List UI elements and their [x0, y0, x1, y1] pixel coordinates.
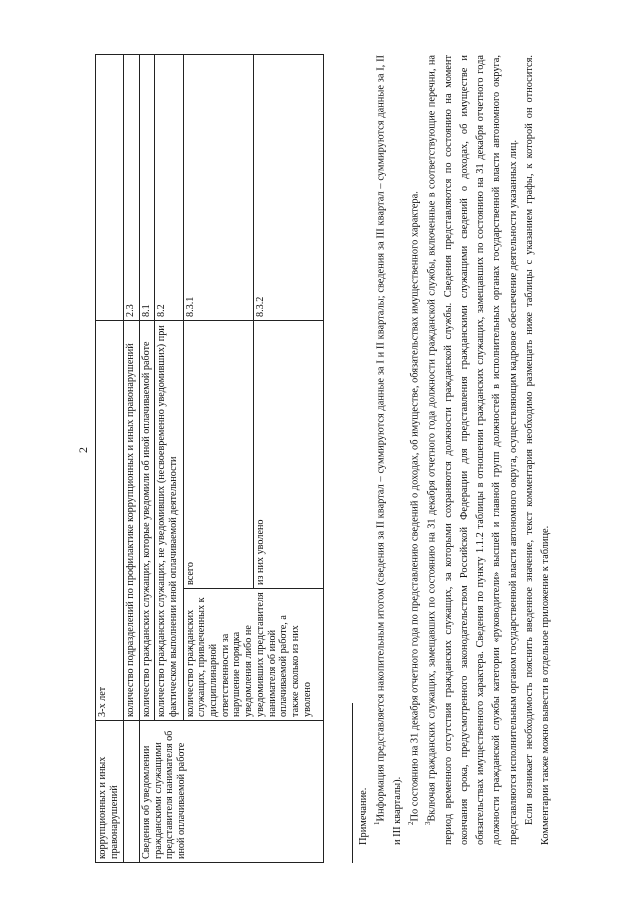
- table-cell: 8.1: [139, 55, 155, 321]
- footnote-1: [372, 55, 406, 845]
- footnote-text: По состоянию на 31 декабря отчетного года по представлению сведений о доходах, об имуществе, обязательствах имущественного характера.: [409, 191, 421, 822]
- table-cell: коррупционных и иных правонарушений: [96, 721, 124, 863]
- table-cell: 8.2: [155, 55, 183, 321]
- report-table: [95, 54, 324, 863]
- table-cell: Сведения об уведомлении гражданскими служащими представителя нанимателя об иной оплачиваемой работе: [139, 721, 323, 863]
- table-row: [124, 55, 140, 863]
- table-cell: количество гражданских служащих, которые уведомили об иной оплачиваемой работе: [139, 321, 155, 721]
- footnote-mark: 1: [373, 821, 382, 825]
- table-row: [139, 55, 155, 863]
- table-cell: количество гражданских служащих, не уведомивших (несвоевременно уведомивших) при фактическом выполнении иной оплачиваемой деятельности: [155, 321, 183, 721]
- table-cell: из них уволено: [253, 321, 323, 589]
- notes-heading: Примечание.: [358, 787, 369, 845]
- table-cell: количество гражданских служащих, привлеченных к дисциплинарной ответственности за нарушение порядка уведомления либо не уведомивших представителя нанимателя об иной оплачиваемой работе, а также сколько из них уволено: [183, 589, 323, 721]
- table-cell: 8.3.2: [253, 55, 323, 321]
- table-row: [96, 55, 124, 863]
- footnote-mark: 3: [424, 821, 433, 825]
- table-cell: 3-х лет: [96, 321, 124, 721]
- comment-note: Если возникает необходимость пояснить введенное значение, текст комментария необходимо размещать ниже таблицы с указанием графы, к которой он относится. Комментарии также можно вывести в отдельное приложение к таблице.: [523, 55, 551, 845]
- footnote-text: Информация представляется накопительным итогом (сведения за II квартал – суммируются данные за I и II кварталы; сведения за III квартал – суммируются данные за I, II и III кварталы).: [375, 55, 403, 845]
- footnote-2: [406, 55, 424, 845]
- table-cell: количество подразделений по профилактике коррупционных и иных правонарушений: [124, 321, 140, 721]
- table-cell: 2.3: [124, 55, 140, 321]
- table-cell: всего: [183, 321, 253, 589]
- footnote-mark: 2: [406, 821, 415, 825]
- table-cell: [96, 55, 124, 321]
- page-number: 2: [76, 447, 90, 453]
- footnotes: [356, 55, 554, 845]
- footnote-3: [423, 55, 521, 845]
- table-cell: [124, 721, 140, 863]
- table-cell: 8.3.1: [183, 55, 253, 321]
- notes-divider: [352, 703, 353, 863]
- footnote-text: Включая гражданских служащих, замещавших по состоянию на 31 декабря отчетного года должности гражданской службы, включенные в соответствующие перечни, на период временного отсутствия гражданских служащих, за которыми сохраняются должности гражданской службы. Сведения представляются по состоянию на момент окончания срока, предусмотренного законодательством Российской Федерации для представления гражданскими служащими сведений о доходах, об имуществе и обязательствах имущественного характера. Сведения по пункту 1.1.2 таблицы в отношении гражданских служащих, замещавших по состоянию на 31 декабря отчетного года должности гражданской службы категории «руководители» высшей и главной групп должностей в исполнительных органах государственной власти автономного округа, представляются исполнительным органом государственной власти автономного округа, осуществляющим кадровое обеспечение деятельности указанных лиц.: [426, 55, 519, 845]
